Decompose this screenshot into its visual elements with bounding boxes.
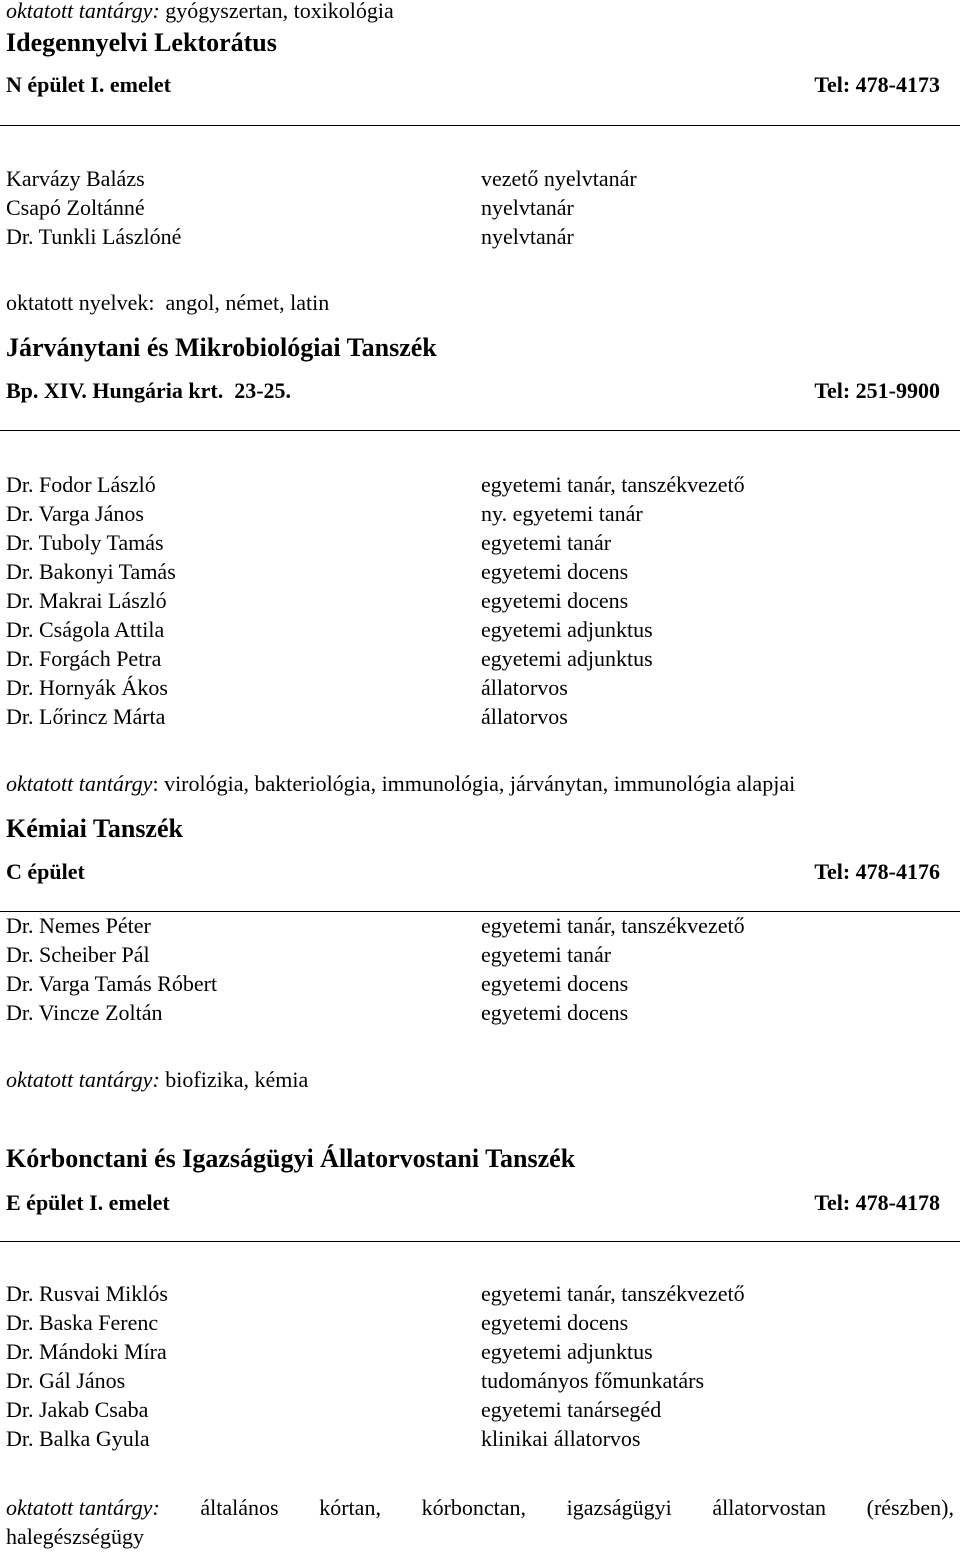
section-heading: Idegennyelvi Lektorátus xyxy=(6,28,277,57)
staff-row xyxy=(6,470,956,499)
location: Bp. XIV. Hungária krt. 23-25. xyxy=(6,378,292,403)
staff-name: Dr. Gál János xyxy=(6,1368,126,1393)
staff-row xyxy=(6,940,956,969)
staff-name: Karvázy Balázs xyxy=(6,166,145,191)
staff-title: egyetemi docens xyxy=(481,559,629,584)
location: N épület I. emelet xyxy=(6,72,171,97)
staff-row xyxy=(6,499,956,528)
subject-label: oktatott tantárgy: xyxy=(6,0,160,23)
staff-name: Dr. Cságola Attila xyxy=(6,617,165,642)
phone: Tel: 478-4178 xyxy=(814,1190,940,1215)
staff-row xyxy=(6,528,956,557)
section-heading: Kórbonctani és Igazságügyi Állatorvostani Tanszék xyxy=(6,1144,576,1173)
subject-line xyxy=(6,1069,308,1091)
staff-title: vezető nyelvtanár xyxy=(481,166,637,191)
staff-list xyxy=(6,470,956,731)
subject-continuation: halegészségügy xyxy=(6,1524,145,1549)
staff-name: Dr. Varga Tamás Róbert xyxy=(6,971,218,996)
location: C épület xyxy=(6,859,85,884)
staff-title: egyetemi tanár xyxy=(481,942,612,967)
staff-row xyxy=(6,222,956,251)
staff-title: állatorvos xyxy=(481,675,568,700)
subject-text: : virológia, bakteriológia, immunológia, járványtan, immunológia alapjai xyxy=(152,771,796,796)
staff-row xyxy=(6,911,956,940)
staff-name: Csapó Zoltánné xyxy=(6,195,145,220)
subject-line: oktatott nyelvek: angol, német, latin xyxy=(6,290,330,315)
staff-name: Dr. Makrai László xyxy=(6,588,167,613)
staff-title: egyetemi tanársegéd xyxy=(481,1397,662,1422)
subject-line xyxy=(6,0,394,22)
staff-name: Dr. Rusvai Miklós xyxy=(6,1281,168,1306)
staff-row xyxy=(6,557,956,586)
staff-title: egyetemi adjunktus xyxy=(481,646,653,671)
subject-line xyxy=(6,773,795,795)
staff-title: egyetemi tanár, tanszékvezető xyxy=(481,913,745,938)
staff-name: Dr. Jakab Csaba xyxy=(6,1397,149,1422)
staff-row xyxy=(6,1337,956,1366)
subject-text: gyógyszertan, toxikológia xyxy=(159,0,394,23)
staff-list xyxy=(6,1279,956,1453)
staff-title: nyelvtanár xyxy=(481,195,574,220)
phone: Tel: 478-4173 xyxy=(814,72,940,97)
subject-word: kórbonctan, xyxy=(421,1495,527,1520)
staff-row xyxy=(6,1308,956,1337)
subject-line xyxy=(6,1497,954,1519)
staff-title: tudományos főmunkatárs xyxy=(481,1368,705,1393)
staff-row xyxy=(6,586,956,615)
phone: Tel: 251-9900 xyxy=(814,378,940,403)
staff-name: Dr. Tunkli Lászlóné xyxy=(6,224,182,249)
staff-name: Dr. Tuboly Tamás xyxy=(6,530,164,555)
staff-row xyxy=(6,969,956,998)
staff-name: Dr. Forgách Petra xyxy=(6,646,162,671)
staff-name: Dr. Vincze Zoltán xyxy=(6,1000,163,1025)
staff-name: Dr. Baska Ferenc xyxy=(6,1310,159,1335)
staff-name: Dr. Lőrincz Márta xyxy=(6,704,166,729)
staff-name: Dr. Fodor László xyxy=(6,472,156,497)
divider xyxy=(0,430,960,431)
staff-list xyxy=(6,164,956,251)
staff-title: egyetemi tanár xyxy=(481,530,612,555)
staff-row xyxy=(6,702,956,731)
subject-word: kórtan, xyxy=(319,1495,381,1520)
divider xyxy=(0,1241,960,1242)
location: E épület I. emelet xyxy=(6,1190,170,1215)
staff-row xyxy=(6,644,956,673)
staff-title: egyetemi docens xyxy=(481,1000,629,1025)
staff-title: egyetemi docens xyxy=(481,1310,629,1335)
staff-name: Dr. Hornyák Ákos xyxy=(6,675,168,700)
subject-word: állatorvostan xyxy=(712,1495,827,1520)
subject-word: igazságügyi xyxy=(566,1495,672,1520)
section-heading: Kémiai Tanszék xyxy=(6,814,183,843)
staff-row xyxy=(6,164,956,193)
subject-word: általános xyxy=(200,1495,279,1520)
divider xyxy=(0,125,960,126)
staff-name: Dr. Mándoki Míra xyxy=(6,1339,167,1364)
subject-word: (részben), xyxy=(866,1495,954,1520)
staff-title: klinikai állatorvos xyxy=(481,1426,641,1451)
phone: Tel: 478-4176 xyxy=(814,859,940,884)
subject-label: oktatott tantárgy: xyxy=(6,1067,160,1092)
staff-name: Dr. Nemes Péter xyxy=(6,913,151,938)
staff-title: nyelvtanár xyxy=(481,224,574,249)
staff-list xyxy=(6,911,956,1027)
staff-title: egyetemi adjunktus xyxy=(481,1339,653,1364)
staff-row xyxy=(6,1395,956,1424)
staff-title: egyetemi docens xyxy=(481,588,629,613)
staff-title: egyetemi docens xyxy=(481,971,629,996)
staff-row xyxy=(6,1366,956,1395)
staff-title: ny. egyetemi tanár xyxy=(481,501,643,526)
staff-title: egyetemi tanár, tanszékvezető xyxy=(481,1281,745,1306)
staff-row xyxy=(6,1279,956,1308)
staff-row xyxy=(6,673,956,702)
staff-title: egyetemi adjunktus xyxy=(481,617,653,642)
subject-text: biofizika, kémia xyxy=(159,1067,309,1092)
staff-name: Dr. Bakonyi Tamás xyxy=(6,559,176,584)
staff-row xyxy=(6,615,956,644)
staff-title: állatorvos xyxy=(481,704,568,729)
staff-title: egyetemi tanár, tanszékvezető xyxy=(481,472,745,497)
section-heading: Járványtani és Mikrobiológiai Tanszék xyxy=(6,333,437,362)
staff-name: Dr. Balka Gyula xyxy=(6,1426,150,1451)
subject-label: oktatott tantárgy xyxy=(6,771,153,796)
staff-row xyxy=(6,998,956,1027)
staff-row xyxy=(6,1424,956,1453)
staff-name: Dr. Varga János xyxy=(6,501,144,526)
staff-row xyxy=(6,193,956,222)
subject-label: oktatott tantárgy: xyxy=(6,1495,160,1520)
staff-name: Dr. Scheiber Pál xyxy=(6,942,150,967)
